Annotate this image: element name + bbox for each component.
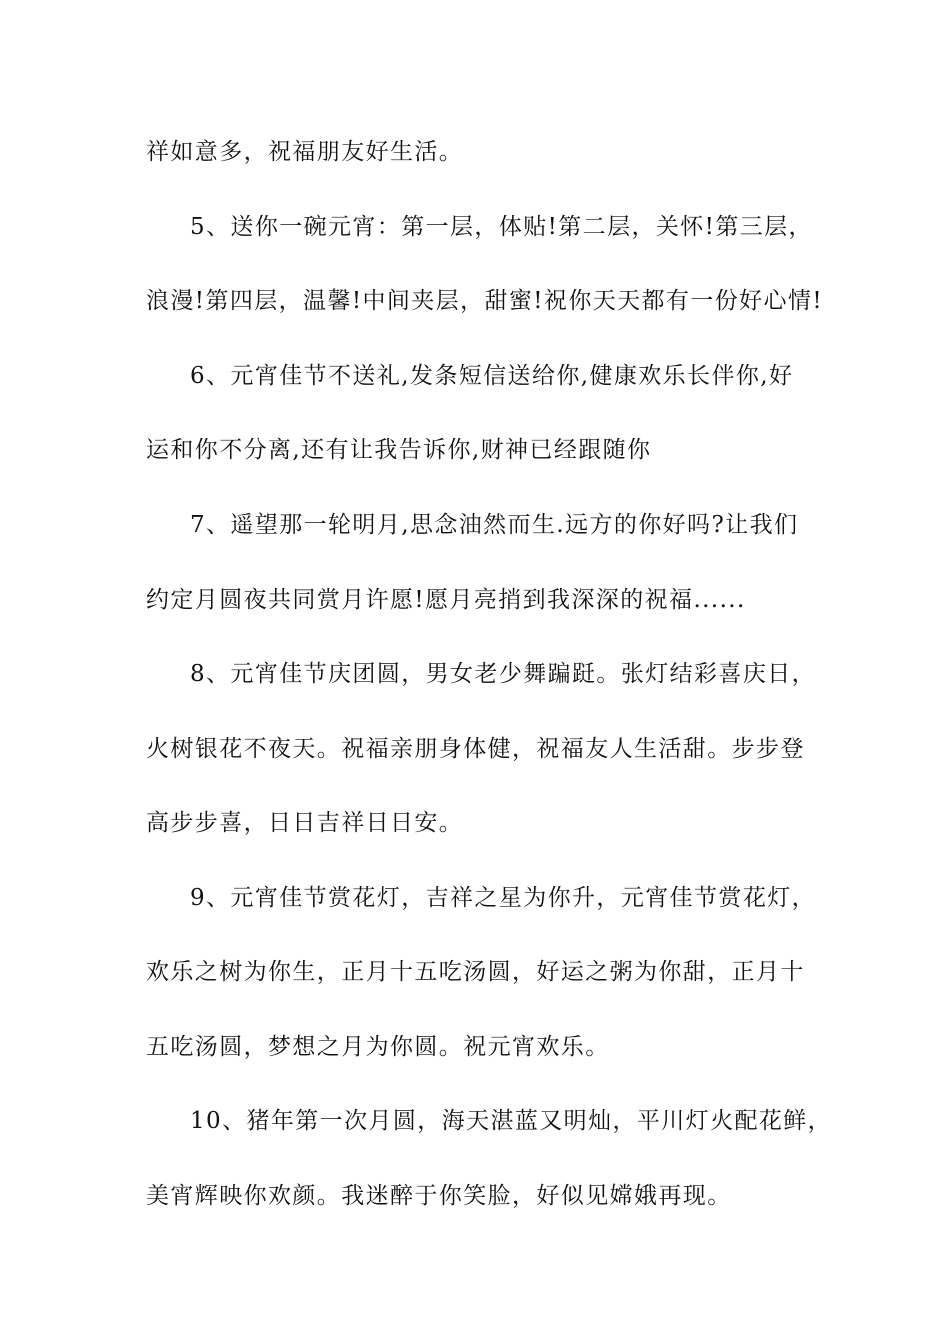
text-line: 5、送你一碗元宵：第一层，体贴!第二层，关怀!第三层， [190,214,813,240]
text-line: 约定月圆夜共同赏月许愿!愿月亮捎到我深深的祝福...... [146,587,746,613]
text-line: 10、猪年第一次月圆，海天湛蓝又明灿，平川灯火配花鲜， [190,1108,833,1134]
text-line: 美宵辉映你欢颜。我迷醉于你笑脸，好似见嫦娥再现。 [146,1183,732,1209]
text-line: 8、元宵佳节庆团圆，男女老少舞蹁跹。张灯结彩喜庆日， [190,661,817,687]
text-line: 浪漫!第四层，温馨!中间夹层，甜蜜!祝你天天都有一份好心情! [146,288,823,314]
text-line: 运和你不分离,还有让我告诉你,财神已经跟随你 [146,437,652,463]
text-line: 9、元宵佳节赏花灯，吉祥之星为你升，元宵佳节赏花灯， [190,885,817,911]
text-line: 火树银花不夜天。祝福亲朋身体健，祝福友人生活甜。步步登 [146,736,805,762]
text-line: 祥如意多，祝福朋友好生活。 [146,139,464,165]
text-line: 欢乐之树为你生，正月十五吃汤圆，好运之粥为你甜，正月十 [146,959,805,985]
text-line: 7、遥望那一轮明月,思念油然而生.远方的你好吗?让我们 [190,512,799,538]
text-line: 6、元宵佳节不送礼,发条短信送给你,健康欢乐长伴你,好 [190,363,794,389]
text-line: 高步步喜，日日吉祥日日安。 [146,810,464,836]
text-line: 五吃汤圆，梦想之月为你圆。祝元宵欢乐。 [146,1034,610,1060]
